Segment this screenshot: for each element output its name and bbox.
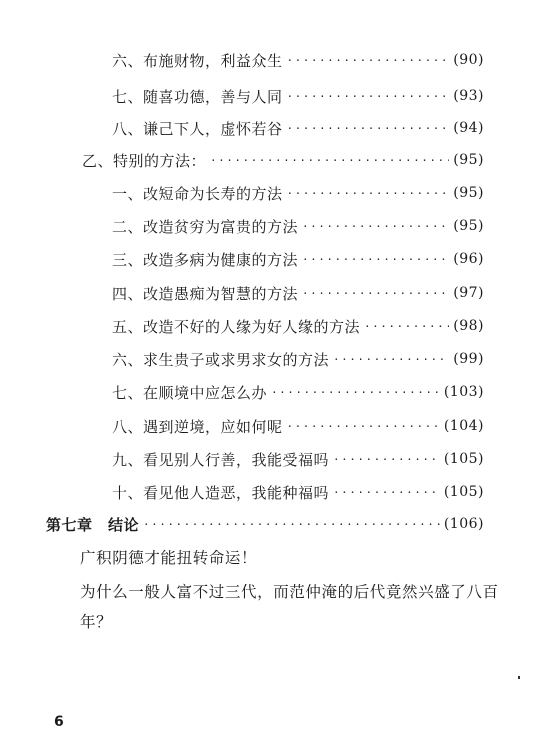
dot-leader bbox=[287, 420, 440, 433]
toc-section bbox=[82, 148, 484, 172]
toc-entry-title: 八、谦己下人，虚怀若谷 bbox=[112, 119, 283, 138]
toc-entry-page: (98) bbox=[453, 318, 484, 334]
toc-entry-title: 六、求生贵子或求男求女的方法 bbox=[112, 350, 330, 369]
body-line: 年？ bbox=[80, 613, 113, 631]
dot-leader bbox=[302, 253, 449, 266]
toc-entry-page: (97) bbox=[453, 285, 484, 301]
toc-entry-title: 九、看见别人行善，我能受福吗 bbox=[112, 450, 330, 469]
dot-leader bbox=[287, 54, 450, 67]
dot-leader bbox=[364, 320, 449, 333]
toc-entry-page: (95) bbox=[453, 218, 484, 234]
toc-entry-page: (105) bbox=[443, 451, 484, 467]
toc-entry-page: (95) bbox=[453, 185, 484, 201]
dot-leader bbox=[302, 220, 449, 233]
dot-leader bbox=[287, 187, 450, 200]
dot-leader bbox=[210, 154, 449, 167]
toc-entry-page: (96) bbox=[453, 251, 484, 267]
toc-entry-title: 三、改造多病为健康的方法 bbox=[112, 250, 299, 269]
body-line: 为什么一般人富不过三代，而范仲淹的后代竟然兴盛了八百 bbox=[80, 583, 499, 601]
scan-speck bbox=[518, 676, 520, 679]
dot-leader bbox=[287, 90, 450, 103]
toc-entry-title: 十、看见他人造恶，我能种福吗 bbox=[112, 483, 330, 502]
body-line: 广积阴德才能扭转命运！ bbox=[80, 549, 258, 567]
toc-entry bbox=[112, 447, 484, 471]
toc-entry bbox=[112, 480, 484, 504]
dot-leader bbox=[333, 353, 449, 366]
toc-entry bbox=[112, 181, 484, 205]
toc-entry bbox=[112, 48, 484, 72]
toc-entry-page: (93) bbox=[453, 88, 484, 104]
toc-entry bbox=[112, 281, 484, 305]
dot-leader bbox=[302, 287, 449, 300]
toc-entry-page: (90) bbox=[453, 52, 484, 68]
toc-entry bbox=[112, 380, 484, 404]
toc-entry bbox=[112, 314, 484, 338]
dot-leader bbox=[333, 453, 440, 466]
body-paragraph bbox=[80, 543, 510, 573]
body-paragraph bbox=[80, 577, 520, 637]
toc-entry-page: (103) bbox=[443, 384, 484, 400]
toc-entry-title: 七、随喜功德，善与人同 bbox=[112, 87, 283, 106]
dot-leader bbox=[271, 386, 440, 399]
chapter-title: 第七章 结论 bbox=[46, 515, 140, 534]
toc-entry-title: 五、改造不好的人缘为好人缘的方法 bbox=[112, 317, 361, 336]
chapter-page: (106) bbox=[443, 516, 484, 532]
toc-entry-title: 二、改造贫穷为富贵的方法 bbox=[112, 217, 299, 236]
dot-leader bbox=[333, 486, 440, 499]
toc-chapter bbox=[46, 512, 484, 536]
toc-entry-page: (104) bbox=[443, 418, 484, 434]
toc-entry-title: 八、遇到逆境，应如何呢 bbox=[112, 417, 283, 436]
toc-entry-title: 四、改造愚痴为智慧的方法 bbox=[112, 284, 299, 303]
toc-entry-title: 六、布施财物，利益众生 bbox=[112, 51, 283, 70]
dot-leader bbox=[143, 518, 440, 531]
toc-entry-page: (94) bbox=[453, 120, 484, 136]
toc-entry-page: (99) bbox=[453, 351, 484, 367]
toc-entry bbox=[112, 247, 484, 271]
dot-leader bbox=[287, 122, 450, 135]
toc-entry-title: 一、改短命为长寿的方法 bbox=[112, 184, 283, 203]
toc-entry-page: (105) bbox=[443, 484, 484, 500]
page-number-mark: 6 bbox=[54, 714, 64, 730]
toc-entry bbox=[112, 116, 484, 140]
toc-section-title: 乙、特别的方法： bbox=[82, 151, 207, 170]
toc-entry bbox=[112, 347, 484, 371]
toc-entry bbox=[112, 414, 484, 438]
toc-entry bbox=[112, 214, 484, 238]
toc-entry-title: 七、在顺境中应怎么办 bbox=[112, 383, 268, 402]
toc-entry bbox=[112, 84, 484, 108]
toc-section-page: (95) bbox=[453, 152, 484, 168]
